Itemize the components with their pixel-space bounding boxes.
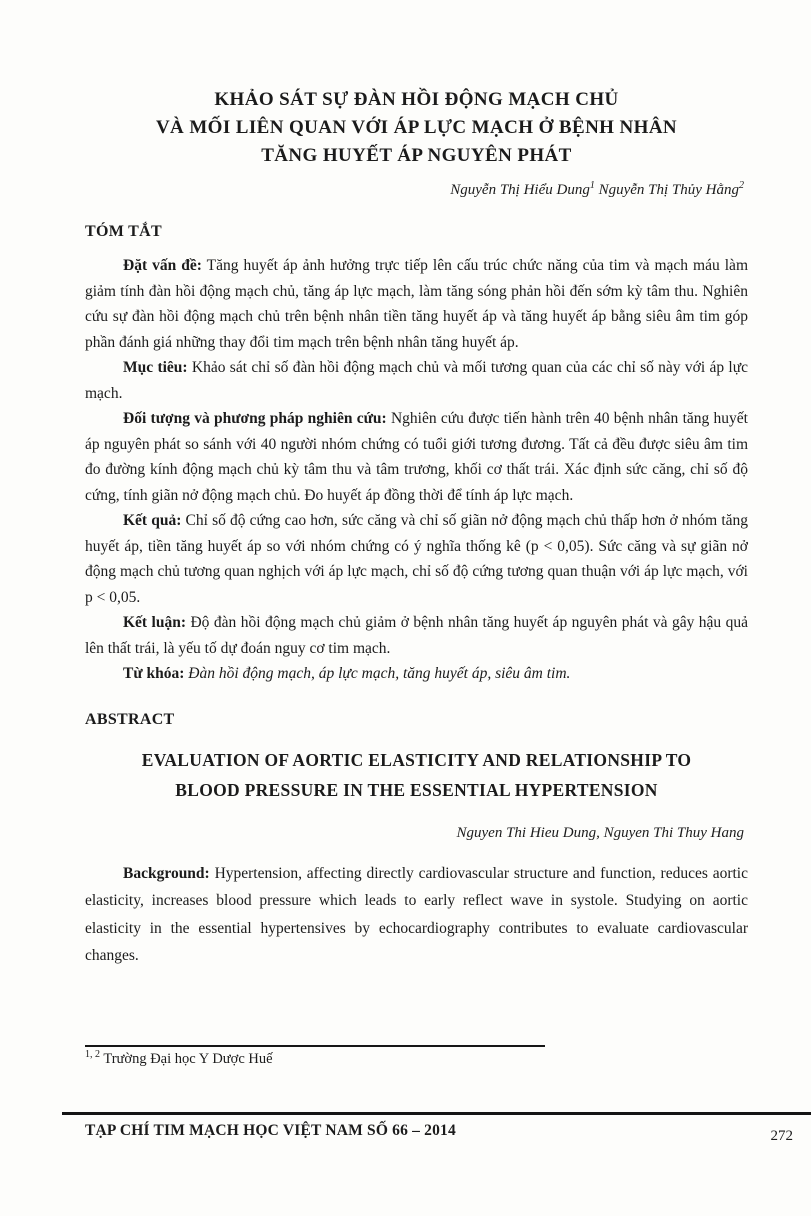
affiliation-footnote	[85, 1051, 273, 1068]
footnote-marker: 1, 2	[85, 1049, 100, 1061]
keywords-text: Đàn hồi động mạch, áp lực mạch, tăng huyết áp, siêu âm tim.	[184, 665, 571, 682]
article-title-en-line2: BLOOD PRESSURE IN THE ESSENTIAL HYPERTENSION	[175, 779, 658, 800]
paragraph-dat-van-de	[85, 253, 748, 355]
article-title-vi	[85, 86, 748, 170]
paragraph-label: Mục tiêu:	[123, 359, 188, 376]
paragraph-muc-tieu	[85, 355, 748, 406]
footer-divider	[62, 1112, 811, 1115]
authors-en: Nguyen Thi Hieu Dung, Nguyen Thi Thuy Hang	[456, 824, 744, 841]
author-vi-2: Nguyễn Thị Thủy Hằng	[594, 182, 739, 198]
paragraph-text: Tăng huyết áp ảnh hưởng trực tiếp lên cấu trúc chức năng của tim và mạch máu làm giảm tính đàn hồi động mạch chủ, tăng áp lực mạch, làm tăng sóng phản hồi đến sớm kỳ tâm thu. Nghiên cứu sự đàn hồi động mạch chủ trên bệnh nhân tiền tăng huyết áp và tăng huyết áp bằng siêu âm tim góp phần đánh giá những thay đổi tim mạch trên bệnh nhân tăng huyết áp.	[85, 257, 748, 351]
paragraph-label: Đặt vấn đề:	[123, 257, 202, 274]
journal-name: TẠP CHÍ TIM MẠCH HỌC VIỆT NAM SỐ 66 – 2014	[85, 1122, 456, 1139]
tomtat-heading: TÓM TẮT	[85, 223, 162, 240]
article-title-vi-line1: KHẢO SÁT SỰ ĐÀN HỒI ĐỘNG MẠCH CHỦ	[214, 89, 619, 110]
author-vi-1-affiliation-mark: 1	[589, 180, 595, 191]
paragraph-label: Đối tượng và phương pháp nghiên cứu:	[123, 410, 387, 427]
paragraph-text: Hypertension, affecting directly cardiovascular structure and function, reduces aortic elasticity, increases blood pressure which leads to early reflect wave in systole. Studying on aortic elasticity in the essential hypertensives by echocardiography contributes to evaluate cardiovascular changes.	[85, 864, 748, 964]
paragraph-ket-qua	[85, 508, 748, 610]
paragraph-background	[85, 860, 748, 970]
author-vi-2-affiliation-mark: 2	[739, 180, 744, 191]
paragraph-text: Khảo sát chỉ số đàn hồi động mạch chủ và mối tương quan của các chỉ số này với áp lực mạch.	[85, 359, 748, 402]
paragraph-ket-luan	[85, 610, 748, 661]
paragraph-text: Chỉ số độ cứng cao hơn, sức căng và chỉ số giãn nở động mạch chủ thấp hơn ở nhóm tăng huyết áp, tiền tăng huyết áp so với nhóm chứng có ý nghĩa thống kê (p < 0,05). Sức căng và sự giãn nở động mạch chủ tương quan nghịch với áp lực mạch, chỉ số độ cứng tương quan thuận với áp lực mạch, với p < 0,05.	[85, 512, 749, 606]
abstract-heading: ABSTRACT	[85, 710, 175, 728]
keywords-label: Từ khóa:	[123, 665, 185, 682]
paragraph-label: Kết luận:	[123, 614, 187, 631]
page-number: 272	[770, 1128, 793, 1144]
paragraph-text: Nghiên cứu được tiến hành trên 40 bệnh nhân tăng huyết áp nguyên phát so sánh với 40 người nhóm chứng có tuổi giới tương đương. Tất cả đều được siêu âm tim đo đường kính động mạch chủ kỳ tâm thu và tâm trương, khối cơ thất trái. Xác định sức căng, chỉ số độ cứng, tính giãn nở động mạch chủ. Đo huyết áp đồng thời để tính áp lực mạch.	[85, 410, 748, 504]
authors-vi	[85, 182, 748, 199]
paragraph-text: Độ đàn hồi động mạch chủ giảm ở bệnh nhân tăng huyết áp nguyên phát và gây hậu quả lên thất trái, là yếu tố dự đoán nguy cơ tim mạch.	[85, 614, 748, 657]
author-vi-1: Nguyễn Thị Hiểu Dung	[450, 182, 590, 198]
footnote-divider	[85, 1045, 545, 1047]
paragraph-keywords	[85, 661, 748, 687]
article-title-en-line1: EVALUATION OF AORTIC ELASTICITY AND RELATIONSHIP TO	[141, 749, 692, 770]
article-title-en	[85, 745, 748, 805]
paragraph-label: Background:	[123, 864, 210, 882]
article-title-vi-line2: VÀ MỐI LIÊN QUAN VỚI ÁP LỰC MẠCH Ở BỆNH NHÂN	[155, 117, 678, 138]
tomtat-body	[85, 253, 748, 687]
article-title-vi-line3: TĂNG HUYẾT ÁP NGUYÊN PHÁT	[261, 145, 572, 166]
paragraph-label: Kết quả:	[123, 512, 182, 529]
footnote-text: Trường Đại học Y Dược Huế	[100, 1051, 273, 1067]
paragraph-doi-tuong-phuong-phap	[85, 406, 748, 508]
